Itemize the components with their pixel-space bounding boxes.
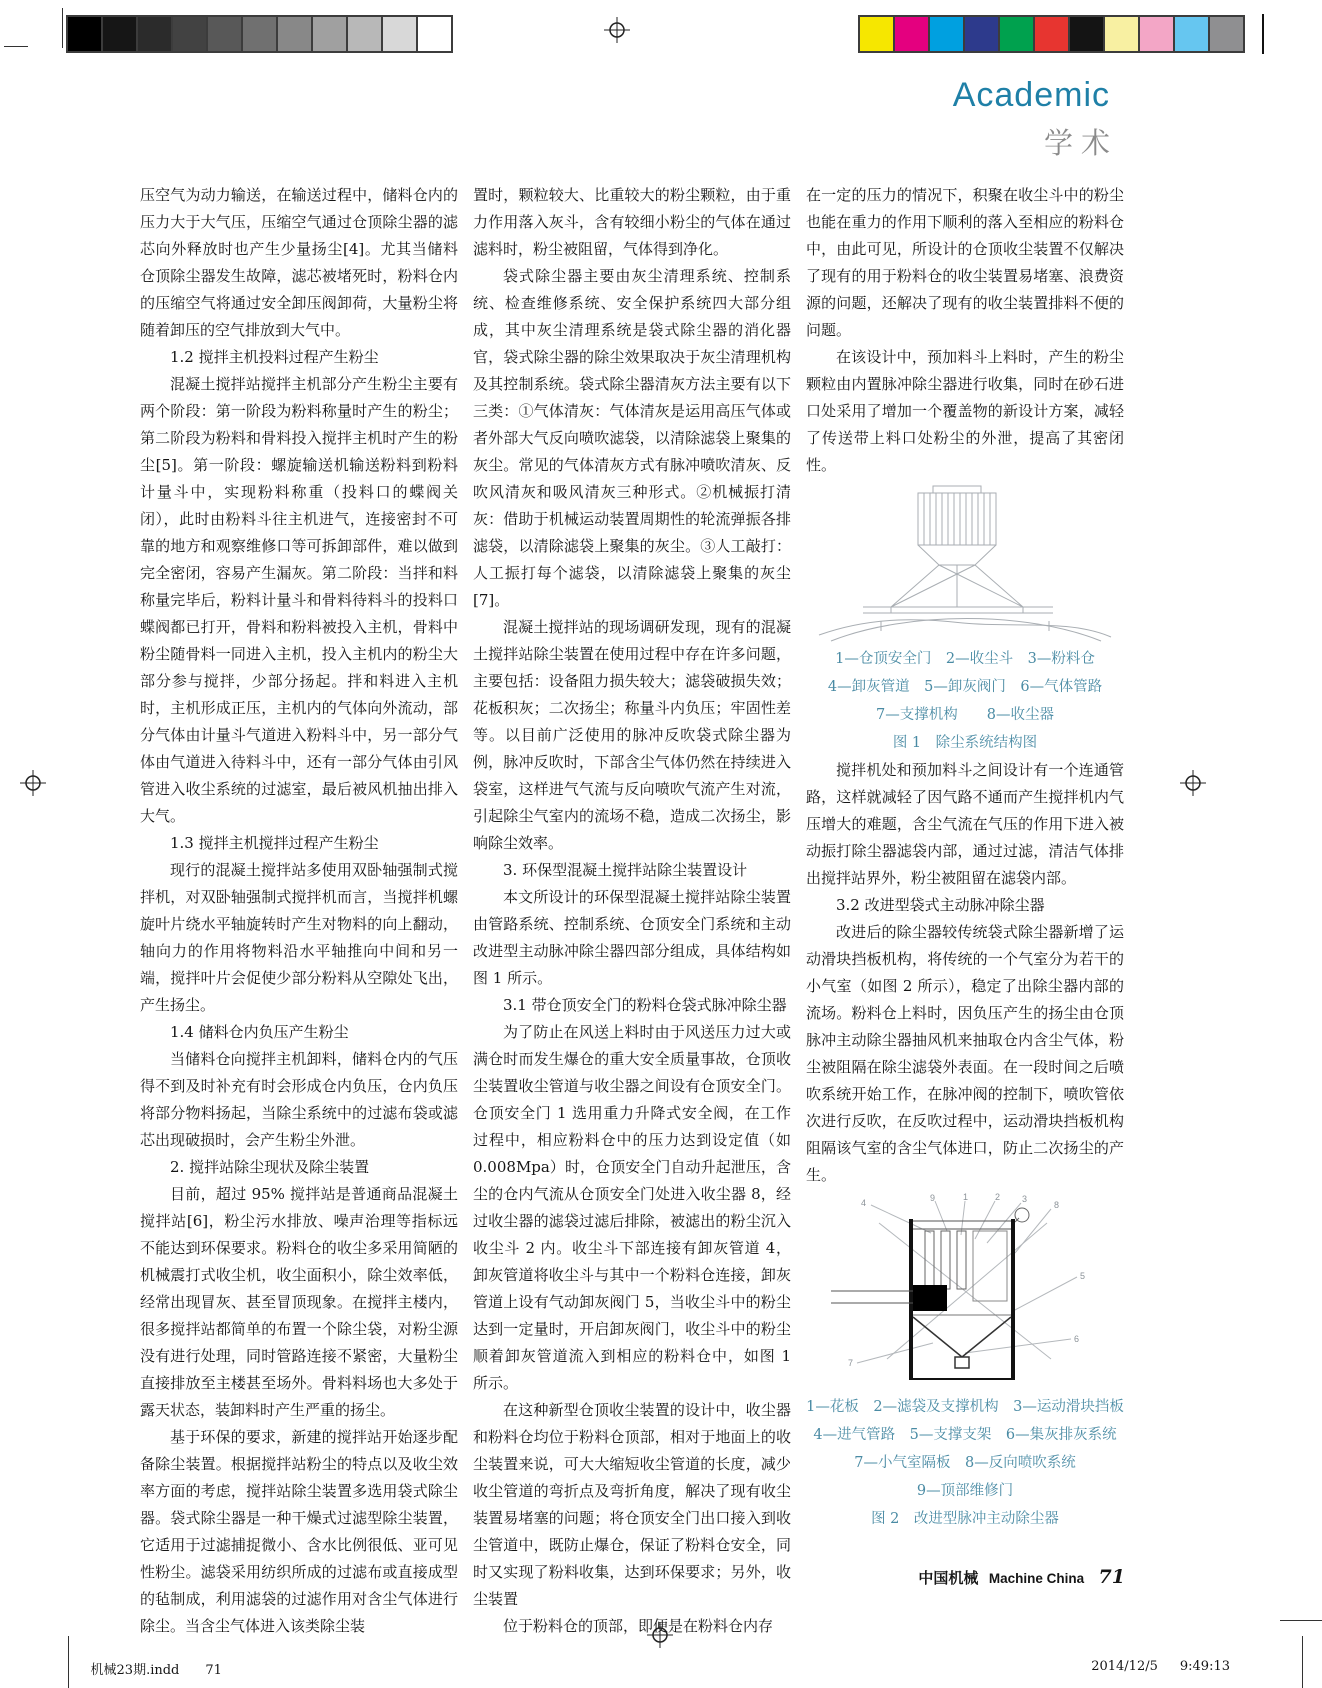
color-swatch xyxy=(1210,17,1243,51)
figure2-callout: 1 xyxy=(963,1193,969,1202)
registration-mark-icon xyxy=(604,17,630,43)
figure2-captions xyxy=(806,1393,1124,1505)
figure-caption-line: 4—卸灰管道 5—卸灰阀门 6—气体管路 xyxy=(827,679,1103,695)
color-swatch xyxy=(1140,17,1175,51)
paragraph: 位于粉料仓的顶部，即便是在粉料仓内存 xyxy=(503,1617,774,1635)
paragraph: 置时，颗粒较大、比重较大的粉尘颗粒，由于重力作用落入灰斗，含有较细小粉尘的气体在通过滤料时，粉尘被阻留，气体得到净化。 xyxy=(473,186,791,258)
journal-name-en: Machine China xyxy=(988,1571,1085,1586)
section-label-en: Academic xyxy=(952,76,1110,114)
paragraph: 1.3 搅拌主机搅拌过程产生粉尘 xyxy=(170,834,379,852)
grayscale-swatch xyxy=(348,17,383,51)
color-swatch xyxy=(930,17,965,51)
registration-mark-icon xyxy=(1180,770,1206,796)
color-swatch xyxy=(1105,17,1140,51)
print-slug-datetime xyxy=(1075,1644,1230,1688)
column-3 xyxy=(806,182,1124,1533)
color-calibration-bar xyxy=(858,15,1245,53)
figure2-callout: 7 xyxy=(848,1358,854,1368)
slug-time: 9:49:13 xyxy=(1179,1659,1230,1674)
figure2-title: 图 2 改进型脉冲主动除尘器 xyxy=(871,1511,1059,1527)
column-3-text-mid xyxy=(806,757,1124,1189)
grayscale-swatch xyxy=(313,17,348,51)
column-2 xyxy=(473,182,791,1640)
grayscale-swatch xyxy=(68,17,103,51)
grayscale-calibration-bar xyxy=(66,15,453,53)
figure-caption-line: 4—进气管路 5—支撑支架 6—集灰排灰系统 xyxy=(813,1427,1117,1443)
grayscale-swatch xyxy=(173,17,208,51)
slug-date: 2014/12/5 xyxy=(1091,1659,1158,1674)
crop-mark xyxy=(62,8,63,48)
print-slug-file xyxy=(74,1644,222,1688)
grayscale-swatch xyxy=(418,17,451,51)
color-swatch xyxy=(965,17,1000,51)
paragraph: 本文所设计的环保型混凝土搅拌站除尘装置由管路系统、控制系统、仓顶安全门系统和主动改进型主动脉冲除尘器四部分组成，具体结构如图 1 所示。 xyxy=(473,888,791,987)
paragraph: 袋式除尘器主要由灰尘清理系统、控制系统、检查维修系统、安全保护系统四大部分组成，其中灰尘清理系统是袋式除尘器的消化器官，袋式除尘器的除尘效果取决于灰尘清理机构及其控制系统。袋式除尘器清灰方法主要有以下三类：①气体清灰：气体清灰是运用高压气体或者外部大气反向喷吹滤袋，以清除滤袋上聚集的灰尘。常见的气体清灰方式有脉冲喷吹清灰、反吹风清灰和吸风清灰三种形式。②机械振打清灰：借助于机械运动装置周期性的轮流弹振各排滤袋，以清除滤袋上聚集的灰尘。③人工敲打：人工振打每个滤袋，以清除滤袋上聚集的灰尘[7]。 xyxy=(473,267,791,609)
figure2-callout: 4 xyxy=(861,1198,867,1208)
paragraph: 在一定的压力的情况下，积聚在收尘斗中的粉尘也能在重力的作用下顺利的落入至相应的粉料仓中，由此可见，所设计的仓顶收尘装置不仅解决了现有的用于粉料仓的收尘装置易堵塞、浪费资源的问题，还解决了现有的收尘装置排料不便的问题。 xyxy=(806,186,1124,339)
figure1-diagram xyxy=(815,483,1115,643)
crop-mark xyxy=(1262,14,1264,54)
figure-caption-line: 1—仓顶安全门 2—收尘斗 3—粉料仓 xyxy=(835,651,1095,667)
figure2-callout: 9 xyxy=(930,1193,936,1203)
slug-page: 71 xyxy=(205,1663,222,1678)
paragraph: 基于环保的要求，新建的搅拌站开始逐步配备除尘装置。根据搅拌站粉尘的特点以及收尘效率方面的考虑，搅拌站除尘装置多选用袋式除尘器。袋式除尘器是一种干燥式过滤型除尘装置，它适用于过滤捕捉微小、含水比例很低、亚可见性粉尘。滤袋采用纺织所成的过滤布或直接成型的毡制成，利用滤袋的过滤作用对含尘气体进行除尘。当含尘气体进入该类除尘装 xyxy=(140,1428,458,1635)
section-header xyxy=(952,76,1118,162)
figure2-callout: 3 xyxy=(1022,1194,1028,1204)
paragraph: 为了防止在风送上料时由于风送压力过大或满仓时而发生爆仓的重大安全质量事故，仓顶收尘装置收尘管道与收尘器之间设有仓顶安全门。仓顶安全门 1 选用重力升降式安全阀，在工作过程中，相应粉料仓中的压力达到设定值（如 0.008Mpa）时，仓顶安全门自动升起泄压，含尘的仓内气流从仓顶安全门处进入收尘器 8，经过收尘器的滤袋过滤后排除，被滤出的粉尘沉入收尘斗 2 内。收尘斗下部连接有卸灰管道 4，卸灰管道将收尘斗与其中一个粉料仓连接，卸灰管道上设有气动卸灰阀门 5，当收尘斗中的粉尘达到一定量时，开启卸灰阀门，收尘斗中的粉尘顺着卸灰管道流入到相应的粉料仓中，如图 1 所示。 xyxy=(473,1023,791,1392)
paragraph: 1.4 储料仓内负压产生粉尘 xyxy=(170,1023,349,1041)
figure1-captions xyxy=(806,645,1124,729)
figure2-callout: 5 xyxy=(1080,1271,1086,1281)
paragraph: 3.1 带仓顶安全门的粉料仓袋式脉冲除尘器 xyxy=(503,996,787,1014)
paragraph: 当储料仓向搅拌主机卸料，储料仓内的气压得不到及时补充有时会形成仓内负压，仓内负压将部分物料扬起，当除尘系统中的过滤布袋或滤芯出现破损时，会产生粉尘外泄。 xyxy=(140,1050,458,1149)
color-swatch xyxy=(1175,17,1210,51)
figure2 xyxy=(806,1193,1124,1533)
figure-caption-line: 7—小气室隔板 8—反向喷吹系统 xyxy=(854,1455,1076,1471)
figure2-callout: 2 xyxy=(995,1193,1001,1202)
paragraph: 3. 环保型混凝土搅拌站除尘装置设计 xyxy=(503,861,748,879)
column-1 xyxy=(140,182,458,1640)
figure-caption-line: 7—支撑机构 8—收尘器 xyxy=(876,707,1054,723)
paragraph: 1.2 搅拌主机投料过程产生粉尘 xyxy=(170,348,379,366)
article-body xyxy=(140,182,1124,1640)
paragraph: 现行的混凝土搅拌站多使用双卧轴强制式搅拌机，对双卧轴强制式搅拌机而言，当搅拌机螺旋叶片绕水平轴旋转时产生对物料的向上翻动，轴向力的作用将物料沿水平轴推向中间和另一端，搅拌叶片会促使少部分粉料从空隙处飞出，产生扬尘。 xyxy=(140,861,458,1014)
paragraph: 压空气为动力输送，在输送过程中，储料仓内的压力大于大气压，压缩空气通过仓顶除尘器的滤芯向外释放时也产生少量扬尘[4]。尤其当储料仓顶除尘器发生故障，滤芯被堵死时，粉料仓内的压缩空气将通过安全卸压阀卸荷，大量粉尘将随着卸压的空气排放到大气中。 xyxy=(140,186,458,339)
figure-caption-line: 1—花板 2—滤袋及支撑机构 3—运动滑块挡板 xyxy=(806,1399,1124,1415)
figure2-callout: 8 xyxy=(1054,1200,1060,1210)
color-swatch xyxy=(1000,17,1035,51)
slug-filename: 机械23期.indd xyxy=(90,1663,180,1678)
paragraph: 2. 搅拌站除尘现状及除尘装置 xyxy=(170,1158,370,1176)
crop-mark xyxy=(1280,1620,1322,1621)
journal-footer xyxy=(918,1566,1125,1588)
grayscale-swatch xyxy=(278,17,313,51)
paragraph: 在这种新型仓顶收尘装置的设计中，收尘器和粉料仓均位于粉料仓顶部，相对于地面上的收尘装置来说，可大大缩短收尘管道的长度，减少收尘管道的弯折点及弯折角度，解决了现有收尘装置易堵塞的问题；将仓顶安全门出口接入到收尘管道中，既防止爆仓，保证了粉料仓安全，同时又实现了粉料收集，达到环保要求；另外，收尘装置 xyxy=(473,1401,791,1608)
registration-mark-icon xyxy=(20,770,46,796)
figure1-title: 图 1 除尘系统结构图 xyxy=(892,735,1038,751)
section-label-zh: 学术 xyxy=(1043,128,1118,160)
journal-name-zh: 中国机械 xyxy=(918,1570,979,1587)
column-3-text-top xyxy=(806,182,1124,479)
paragraph: 在该设计中，预加料斗上料时，产生的粉尘颗粒由内置脉冲除尘器进行收集，同时在砂石进口处采用了增加一个覆盖物的新设计方案，减轻了传送带上料口处粉尘的外泄，提高了其密闭性。 xyxy=(806,348,1124,474)
color-swatch xyxy=(1070,17,1105,51)
paragraph: 3.2 改进型袋式主动脉冲除尘器 xyxy=(836,896,1045,914)
page-number: 71 xyxy=(1098,1566,1125,1588)
grayscale-swatch xyxy=(138,17,173,51)
color-swatch xyxy=(860,17,895,51)
crop-mark xyxy=(68,1636,69,1688)
color-swatch xyxy=(1035,17,1070,51)
paragraph: 改进后的除尘器较传统袋式除尘器新增了运动滑块挡板机构，将传统的一个气室分为若干的小气室（如图 2 所示），稳定了出除尘器内部的流场。粉料仓上料时，因负压产生的扬尘由仓顶脉冲主动除尘器抽风机来抽取仓内含尘气体，粉尘被阻隔在除尘滤袋外表面。在一段时间之后喷吹系统开始工作，在脉冲阀的控制下，喷吹管依次进行反吹，在反吹过程中，运动滑块挡板机构阻隔该气室的含尘气体进口，防止二次扬尘的产生。 xyxy=(806,923,1124,1184)
paragraph: 混凝土搅拌站的现场调研发现，现有的混凝土搅拌站除尘装置在使用过程中存在许多问题，主要包括：设备阻力损失较大；滤袋破损失效；花板积灰；二次扬尘；称量斗内负压；牢固性差等。以目前广泛使用的脉冲反吹袋式除尘器为例，脉冲反吹时，下部含尘气体仍然在持续进入袋室，这样进气气流与反向喷吹气流产生对流，引起除尘气室内的流场不稳，造成二次扬尘，影响除尘效率。 xyxy=(473,618,791,852)
crop-mark xyxy=(1302,1636,1303,1688)
grayscale-swatch xyxy=(103,17,138,51)
paragraph: 搅拌机处和预加料斗之间设计有一个连通管路，这样就减轻了因气路不通而产生搅拌机内气压增大的难题，含尘气流在气压的作用下进入被动振打除尘器滤袋内部，通过过滤，清洁气体排出搅拌站界外，粉尘被阻留在滤袋内部。 xyxy=(806,761,1124,887)
grayscale-swatch xyxy=(208,17,243,51)
grayscale-swatch xyxy=(383,17,418,51)
figure2-diagram xyxy=(815,1193,1115,1391)
figure1 xyxy=(806,483,1124,757)
paragraph: 混凝土搅拌站搅拌主机部分产生粉尘主要有两个阶段：第一阶段为粉料称量时产生的粉尘；第二阶段为粉料和骨料投入搅拌主机时产生的粉尘[5]。第一阶段：螺旋输送机输送粉料到粉料计量斗中，实现粉料称重（投料口的蝶阀关闭），此时由粉料斗往主机进气，连接密封不可靠的地方和观察维修口等可拆卸部件，难以做到完全密闭，容易产生漏灰。第二阶段：当拌和料称量完毕后，粉料计量斗和骨料待料斗的投料口蝶阀都已打开，骨料和粉料被投入主机，骨料中粉尘随骨料一同进入主机，投入主机内的粉尘大部分参与搅拌，少部分扬起。拌和料进入主机时，主机形成正压，主机内的气体向外流动，部分气体由计量斗气道进入粉料斗中，另一部分气体由气道进入待料斗中，还有一部分气体由引风管进入收尘系统的过滤室，最后被风机抽出排入大气。 xyxy=(140,375,458,825)
figure-caption-line: 9—顶部维修门 xyxy=(916,1483,1014,1499)
color-swatch xyxy=(895,17,930,51)
grayscale-swatch xyxy=(243,17,278,51)
figure2-callout: 6 xyxy=(1074,1334,1080,1344)
crop-mark xyxy=(4,46,28,47)
paragraph: 目前，超过 95% 搅拌站是普通商品混凝土搅拌站[6]，粉尘污水排放、噪声治理等指标远不能达到环保要求。粉料仓的收尘多采用简陋的机械震打式收尘机，收尘面积小，除尘效率低，经常出现冒灰、甚至冒顶现象。在搅拌主楼内，很多搅拌站都简单的布置一个除尘袋，对粉尘源没有进行处理，同时管路连接不紧密，大量粉尘直接排放至主楼甚至场外。骨料料场也大多处于露天状态，装卸料时产生严重的扬尘。 xyxy=(140,1185,458,1419)
